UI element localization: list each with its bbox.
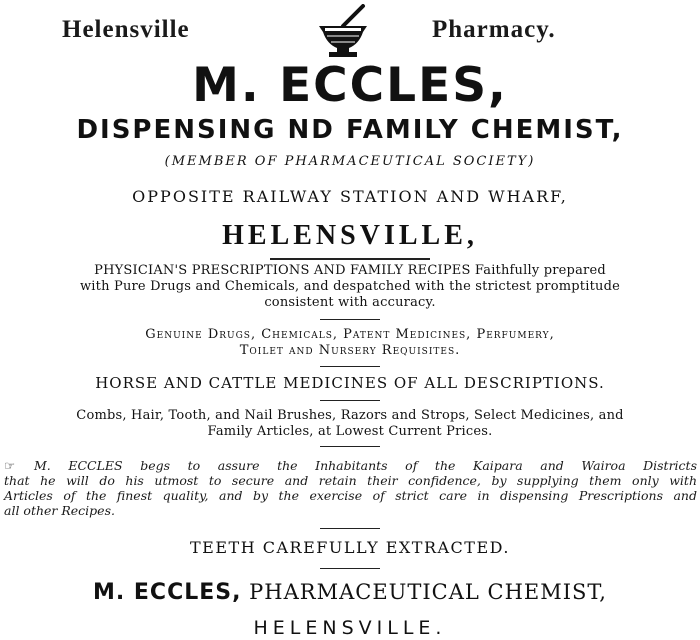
prescriptions-line-1: PHYSICIAN'S PRESCRIPTIONS AND FAMILY RECIPES Faithfully prepared [94, 263, 606, 278]
header-left: Helensville [62, 16, 190, 43]
combs-paragraph [0, 408, 700, 440]
divider [320, 366, 380, 367]
divider [320, 528, 380, 529]
membership-note: (MEMBER OF PHARMACEUTICAL SOCIETY) [164, 154, 536, 169]
divider [320, 446, 380, 447]
notice-line-3: Articles of the finest quality, and by the exercise of strict care in dispensing Prescriptions and [4, 488, 697, 503]
teeth-line: TEETH CAREFULLY EXTRACTED. [189, 538, 510, 557]
combs-line-2: Family Articles, at Lowest Current Prices. [207, 424, 493, 439]
notice-line-2: that he will do his utmost to secure and retain their confidence, by supplying them only with [4, 473, 697, 488]
footer-town: HELENSVILLE. [253, 617, 447, 639]
divider [320, 319, 380, 320]
combs-line-1: Combs, Hair, Tooth, and Nail Brushes, Razors and Strops, Select Medicines, and [76, 408, 624, 423]
horse-cattle-line: HORSE AND CATTLE MEDICINES OF ALL DESCRIPTIONS. [95, 374, 605, 392]
pointing-hand-icon: ☞ [4, 458, 16, 473]
chemist-subtitle: DISPENSING ND FAMILY CHEMIST, [76, 115, 624, 145]
divider [270, 258, 430, 260]
chemist-name: M. ECCLES, [192, 58, 508, 113]
goods-line-2: Toilet and Nursery Requisites. [239, 343, 461, 358]
prescriptions-line-2: with Pure Drugs and Chemicals, and despatched with the strictest promptitude [79, 279, 620, 294]
notice-paragraph [4, 458, 697, 518]
divider [320, 400, 380, 401]
masthead [0, 2, 700, 56]
prescriptions-line-3: consistent with accuracy. [264, 295, 436, 310]
footer-line [0, 577, 700, 608]
footer-name: M. ECCLES, [92, 580, 242, 605]
notice-line-4: all other Recipes. [4, 503, 115, 518]
footer-title: PHARMACEUTICAL CHEMIST, [249, 580, 607, 604]
notice-line-1: M. ECCLES begs to assure the Inhabitants of the Kaipara and Wairoa Districts [34, 458, 697, 473]
mortar-and-pestle-icon [313, 4, 373, 60]
goods-line-1: Genuine Drugs, Chemicals, Patent Medicines, Perfumery, [145, 327, 555, 342]
divider [320, 568, 380, 569]
location-line: OPPOSITE RAILWAY STATION AND WHARF, [132, 187, 568, 206]
town-heading: HELENSVILLE, [222, 220, 478, 251]
header-right: Pharmacy. [432, 16, 556, 43]
goods-paragraph [0, 327, 700, 359]
prescriptions-paragraph [0, 263, 700, 311]
